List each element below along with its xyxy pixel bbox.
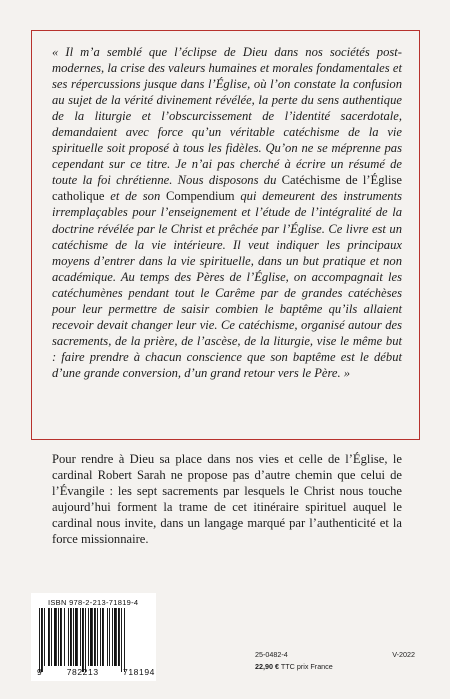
barcode-digit-lead: 9 bbox=[37, 667, 43, 677]
price-info bbox=[255, 650, 415, 671]
edition-version: V-2022 bbox=[392, 650, 415, 659]
back-cover-blurb: Pour rendre à Dieu sa place dans nos vies et celle de l’Église, le cardinal Robert Sarah ne propose pas d’autre chemin que celui de l’Évangile : les sept sacrements par lesquels le Christ nous touche aujourd’hui forment la trame de cet itinéraire spirituel auquel le cardinal nous invite, dans un langage marqué par l’authenticité et la force missionnaire. bbox=[52, 452, 402, 546]
isbn-label: ISBN 978-2-213-71819-4 bbox=[48, 598, 139, 607]
quote-text-1: « Il m’a semblé que l’éclipse de Dieu dans nos sociétés post-modernes, la crise des valeurs humaines et morales fondamentales et ses répercussions jusque dans l’Église, où l’on constate la confusion au sujet de la vérité divinement révélée, la perte du sens authentique de la liturgie et l’obscurcissement de l’identité sacerdotale, demandaient avec force qu’un véritable catéchisme de la vie spirituelle soit proposé à tous les fidèles. Qu’on ne se méprenne pas cependant sur ce titre. Je n’ai pas cherché à écrire un résumé de toute la foi chrétienne. Nous disposons du bbox=[52, 45, 402, 188]
price-note: TTC prix France bbox=[280, 662, 333, 671]
back-cover-quote bbox=[52, 44, 402, 381]
quote-text-2: et de son bbox=[104, 189, 167, 204]
product-code: 25-0482-4 bbox=[255, 650, 288, 659]
barcode-digit-right: 718194 bbox=[123, 667, 155, 677]
barcode-digits bbox=[37, 667, 155, 677]
price: 22,90 € bbox=[255, 662, 279, 671]
quote-title-compendium: Compendium bbox=[166, 189, 235, 204]
barcode-digit-left: 782213 bbox=[66, 667, 99, 677]
quote-title-catechisme: Catéchisme de l’Église catholique bbox=[52, 173, 402, 204]
barcode-icon bbox=[37, 608, 151, 672]
quote-text-3: qui demeurent des instruments irremplaçables pour l’enseignement et l’étude de l’intégralité de la doctrine révélée par le Christ et prêchée par l’Église. Ce livre est un catéchisme de la vie intérieure. Il veut indiquer les principaux moyens d’entrer dans la vie spirituelle, dans un but pratique et non académique. Au temps des Pères de l’Église, on accompagnait les catéchumènes pendant tout le Carême par de grandes catéchèses pour leur permettre de saisir combien le baptême qu’ils allaient recevoir devait changer leur vie. Ce catéchisme, organisé autour des sacrements, de la prière, de l’ascèse, de la liturgie, vise le même but : faire prendre à chacun conscience que son baptême est le début d’une grande conversion, d’un grand retour vers le Père. » bbox=[52, 189, 402, 380]
